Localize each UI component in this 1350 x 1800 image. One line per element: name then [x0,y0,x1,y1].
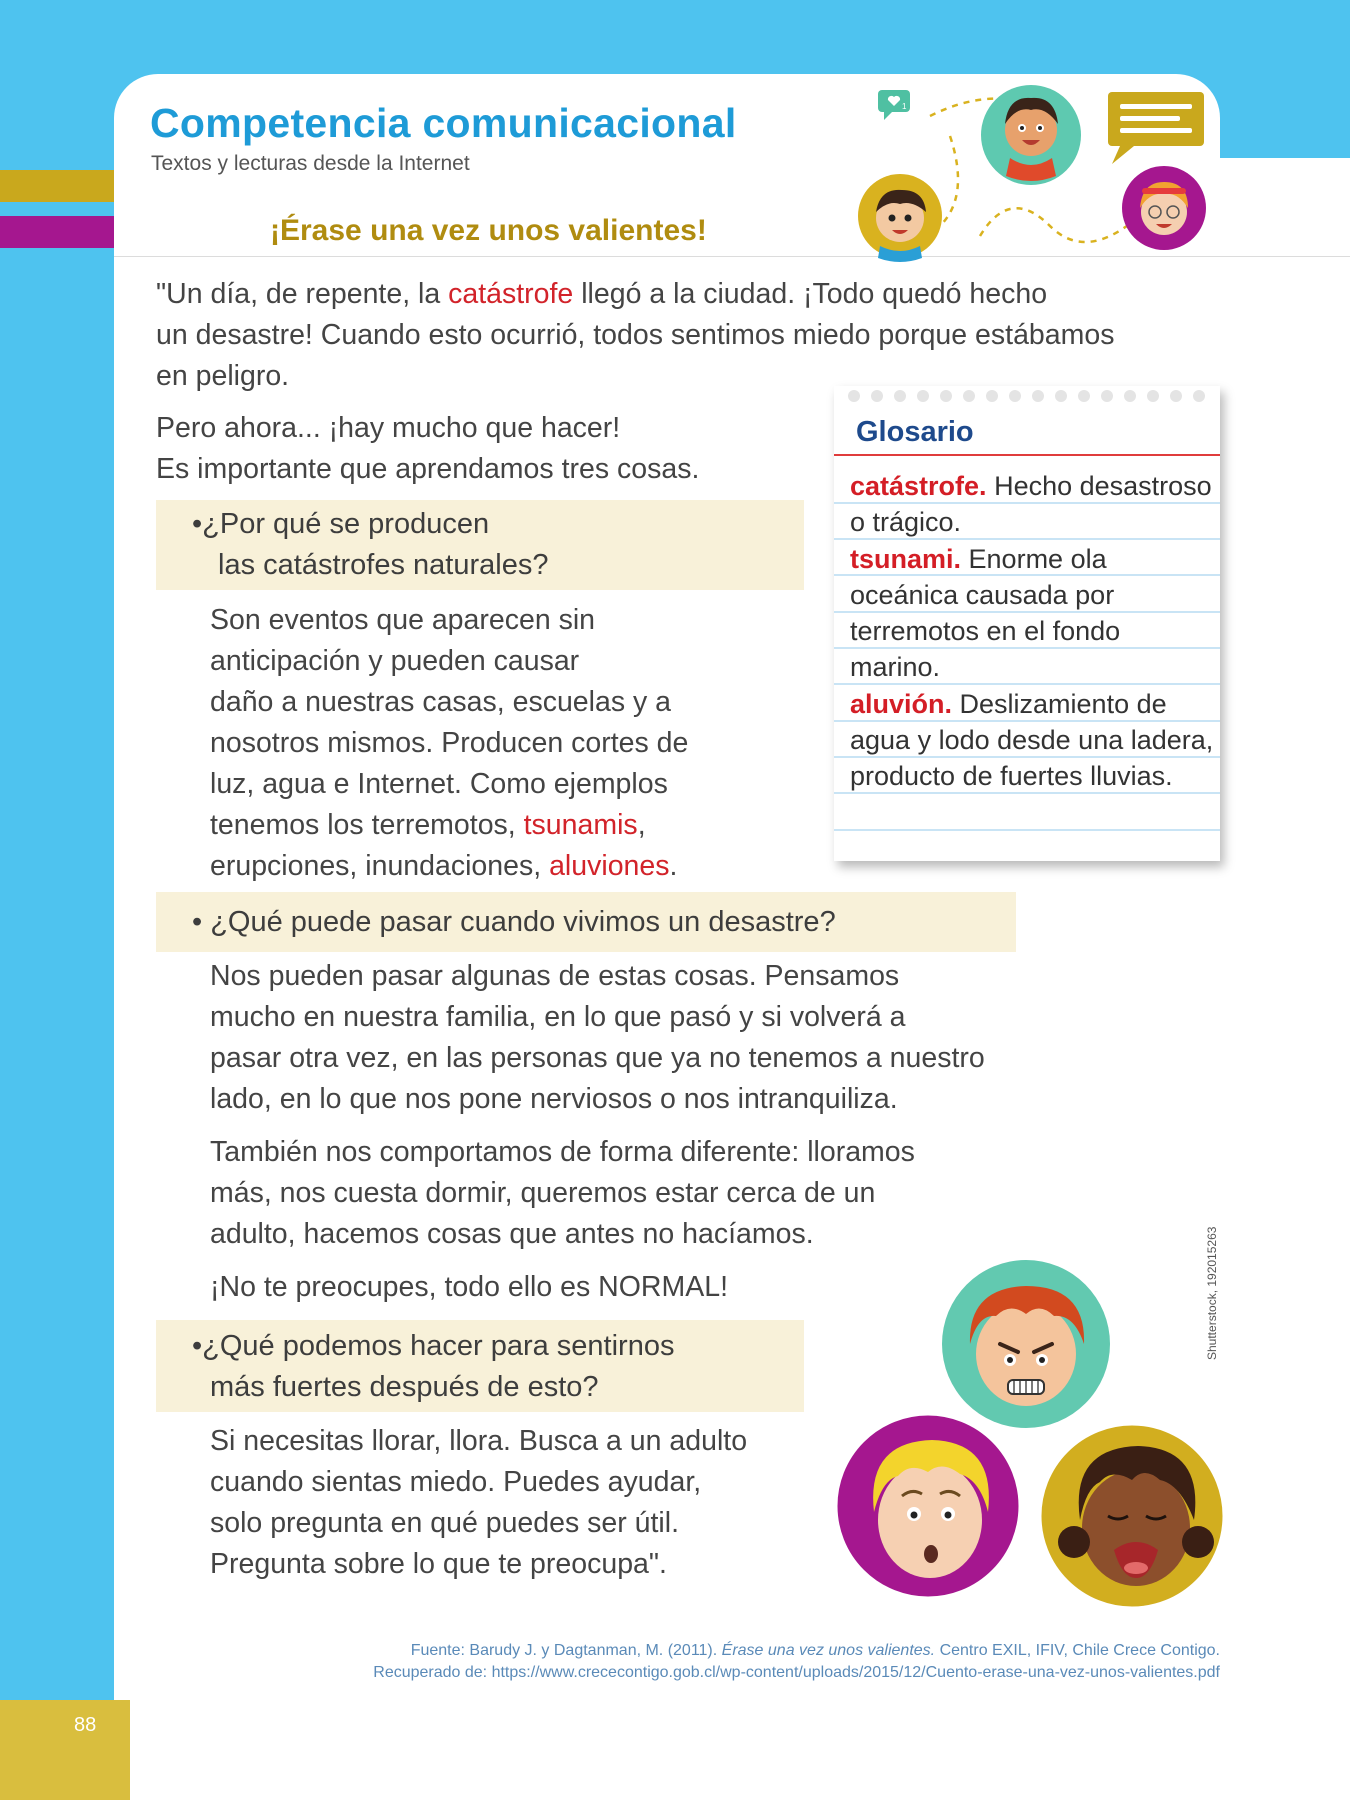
glossary-binding-holes [842,386,1212,410]
term-aluviones: aluviones [549,850,670,882]
question-3-line-2: más fuertes después de esto? [210,1371,599,1403]
page-title: Competencia comunicacional [150,100,737,146]
answer-2-line-6: más, nos cuesta dormir, queremos estar cerca de un [210,1177,876,1209]
purple-stripe [0,216,114,248]
glossary-def-aluvion: Deslizamiento de agua y lodo desde una ladera, producto de fuertes lluvias. [850,688,1214,792]
answer-1-line-5: luz, agua e Internet. Como ejemplos [210,768,668,800]
glossary-term-tsunami: tsunami. [850,543,962,574]
answer-1-line-3: daño a nuestras casas, escuelas y a [210,686,672,718]
glossary-def-tsunami: Enorme ola oceánica causada por terremotos en el fondo marino. [850,543,1121,683]
like-chat-icon [878,90,910,120]
question-1-line-1: •¿Por qué se producen [192,508,490,540]
children-emotions-illustration [830,1258,1230,1618]
answer-1-line-4: nosotros mismos. Producen cortes de [210,727,689,759]
left-margin-band [0,0,114,1700]
intro-line-3: en peligro. [156,360,290,392]
glossary-title: Glosario [856,416,974,448]
page-number: 88 [74,1714,97,1736]
answer-3-line-2: cuando sientas miedo. Puedes ayudar, [210,1466,702,1498]
glossary-card [834,386,1220,861]
girl-avatar-purple [1122,166,1206,250]
answer-2-line-5: También nos comportamos de forma diferente: lloramos [210,1136,915,1168]
source-line-1: Fuente: Barudy J. y Dagtanman, M. (2011). Érase una vez unos valientes. Centro EXIL, IFIV, Chile Crece Contigo. [410,1642,1220,1659]
answer-2-line-4: lado, en lo que nos pone nerviosos o nos intranquiliza. [210,1083,898,1115]
angry-boy-face [942,1260,1110,1428]
story-title: ¡Érase una vez unos valientes! [270,214,707,247]
answer-1-line-1: Son eventos que aparecen sin [210,604,596,636]
gold-stripe [0,170,114,202]
source-book-title: Érase una vez unos valientes. [721,1642,936,1659]
answer-2-line-3: pasar otra vez, en las personas que ya no tenemos a nuestro [210,1042,985,1074]
answer-1-line-7: erupciones, inundaciones, aluviones. [210,850,678,882]
glossary-term-aluvion: aluvión. [850,688,953,719]
normal-statement: ¡No te preocupes, todo ello es NORMAL! [210,1271,728,1303]
answer-2-line-1: Nos pueden pasar algunas de estas cosas. Pensamos [210,960,900,992]
glossary-def-catastrofe: Hecho desastroso o trágico. [850,471,1212,538]
worried-blond-boy-face [835,1413,1021,1599]
boy-avatar-teal [981,85,1081,185]
question-1-line-2: las catástrofes naturales? [218,549,549,581]
intro-paragraph-2-line-1: Pero ahora... ¡hay mucho que hacer! [156,412,621,444]
header-illustration [850,76,1210,266]
question-3-line-1: •¿Qué podemos hacer para sentirnos [192,1330,675,1362]
page-subtitle: Textos y lecturas desde la Internet [151,152,470,175]
source-url-line[interactable]: Recuperado de: https://www.crececontigo.gob.cl/wp-content/uploads/2015/12/Cuento-erase-una-vez-unos-valientes.pdf [373,1664,1220,1681]
glossary-red-rule [834,454,1220,456]
glossary-term-catastrofe: catástrofe. [850,471,987,501]
intro-line-1: "Un día, de repente, la catástrofe llegó a la ciudad. ¡Todo quedó hecho [156,278,1048,310]
image-credit: Shutterstock, 192015263 [1205,1226,1219,1360]
boy-avatar-gold [858,174,942,262]
term-tsunamis: tsunamis [523,809,638,841]
svg-text:1: 1 [902,102,907,111]
message-bubble-icon [1108,92,1204,164]
glossary-entries [850,468,1216,795]
page-number-tab [0,1700,130,1800]
answer-1-line-6: tenemos los terremotos, tsunamis, [210,809,646,841]
crying-girl-face [1039,1423,1225,1609]
question-2-label: • ¿Qué puede pasar cuando vivimos un desastre? [192,906,836,938]
answer-3-line-3: solo pregunta en qué puedes ser útil. [210,1507,679,1539]
intro-paragraph-2-line-2: Es importante que aprendamos tres cosas. [156,453,700,485]
answer-3-line-4: Pregunta sobre lo que te preocupa". [210,1548,667,1580]
answer-2-line-7: adulto, hacemos cosas que antes no hacíamos. [210,1218,814,1250]
intro-line-2: un desastre! Cuando esto ocurrió, todos sentimos miedo porque estábamos [156,319,1115,351]
answer-3-line-1: Si necesitas llorar, llora. Busca a un adulto [210,1425,748,1457]
answer-2-line-2: mucho en nuestra familia, en lo que pasó y si volverá a [210,1001,906,1033]
term-catastrofe: catástrofe [448,278,574,310]
answer-1-line-2: anticipación y pueden causar [210,645,580,677]
